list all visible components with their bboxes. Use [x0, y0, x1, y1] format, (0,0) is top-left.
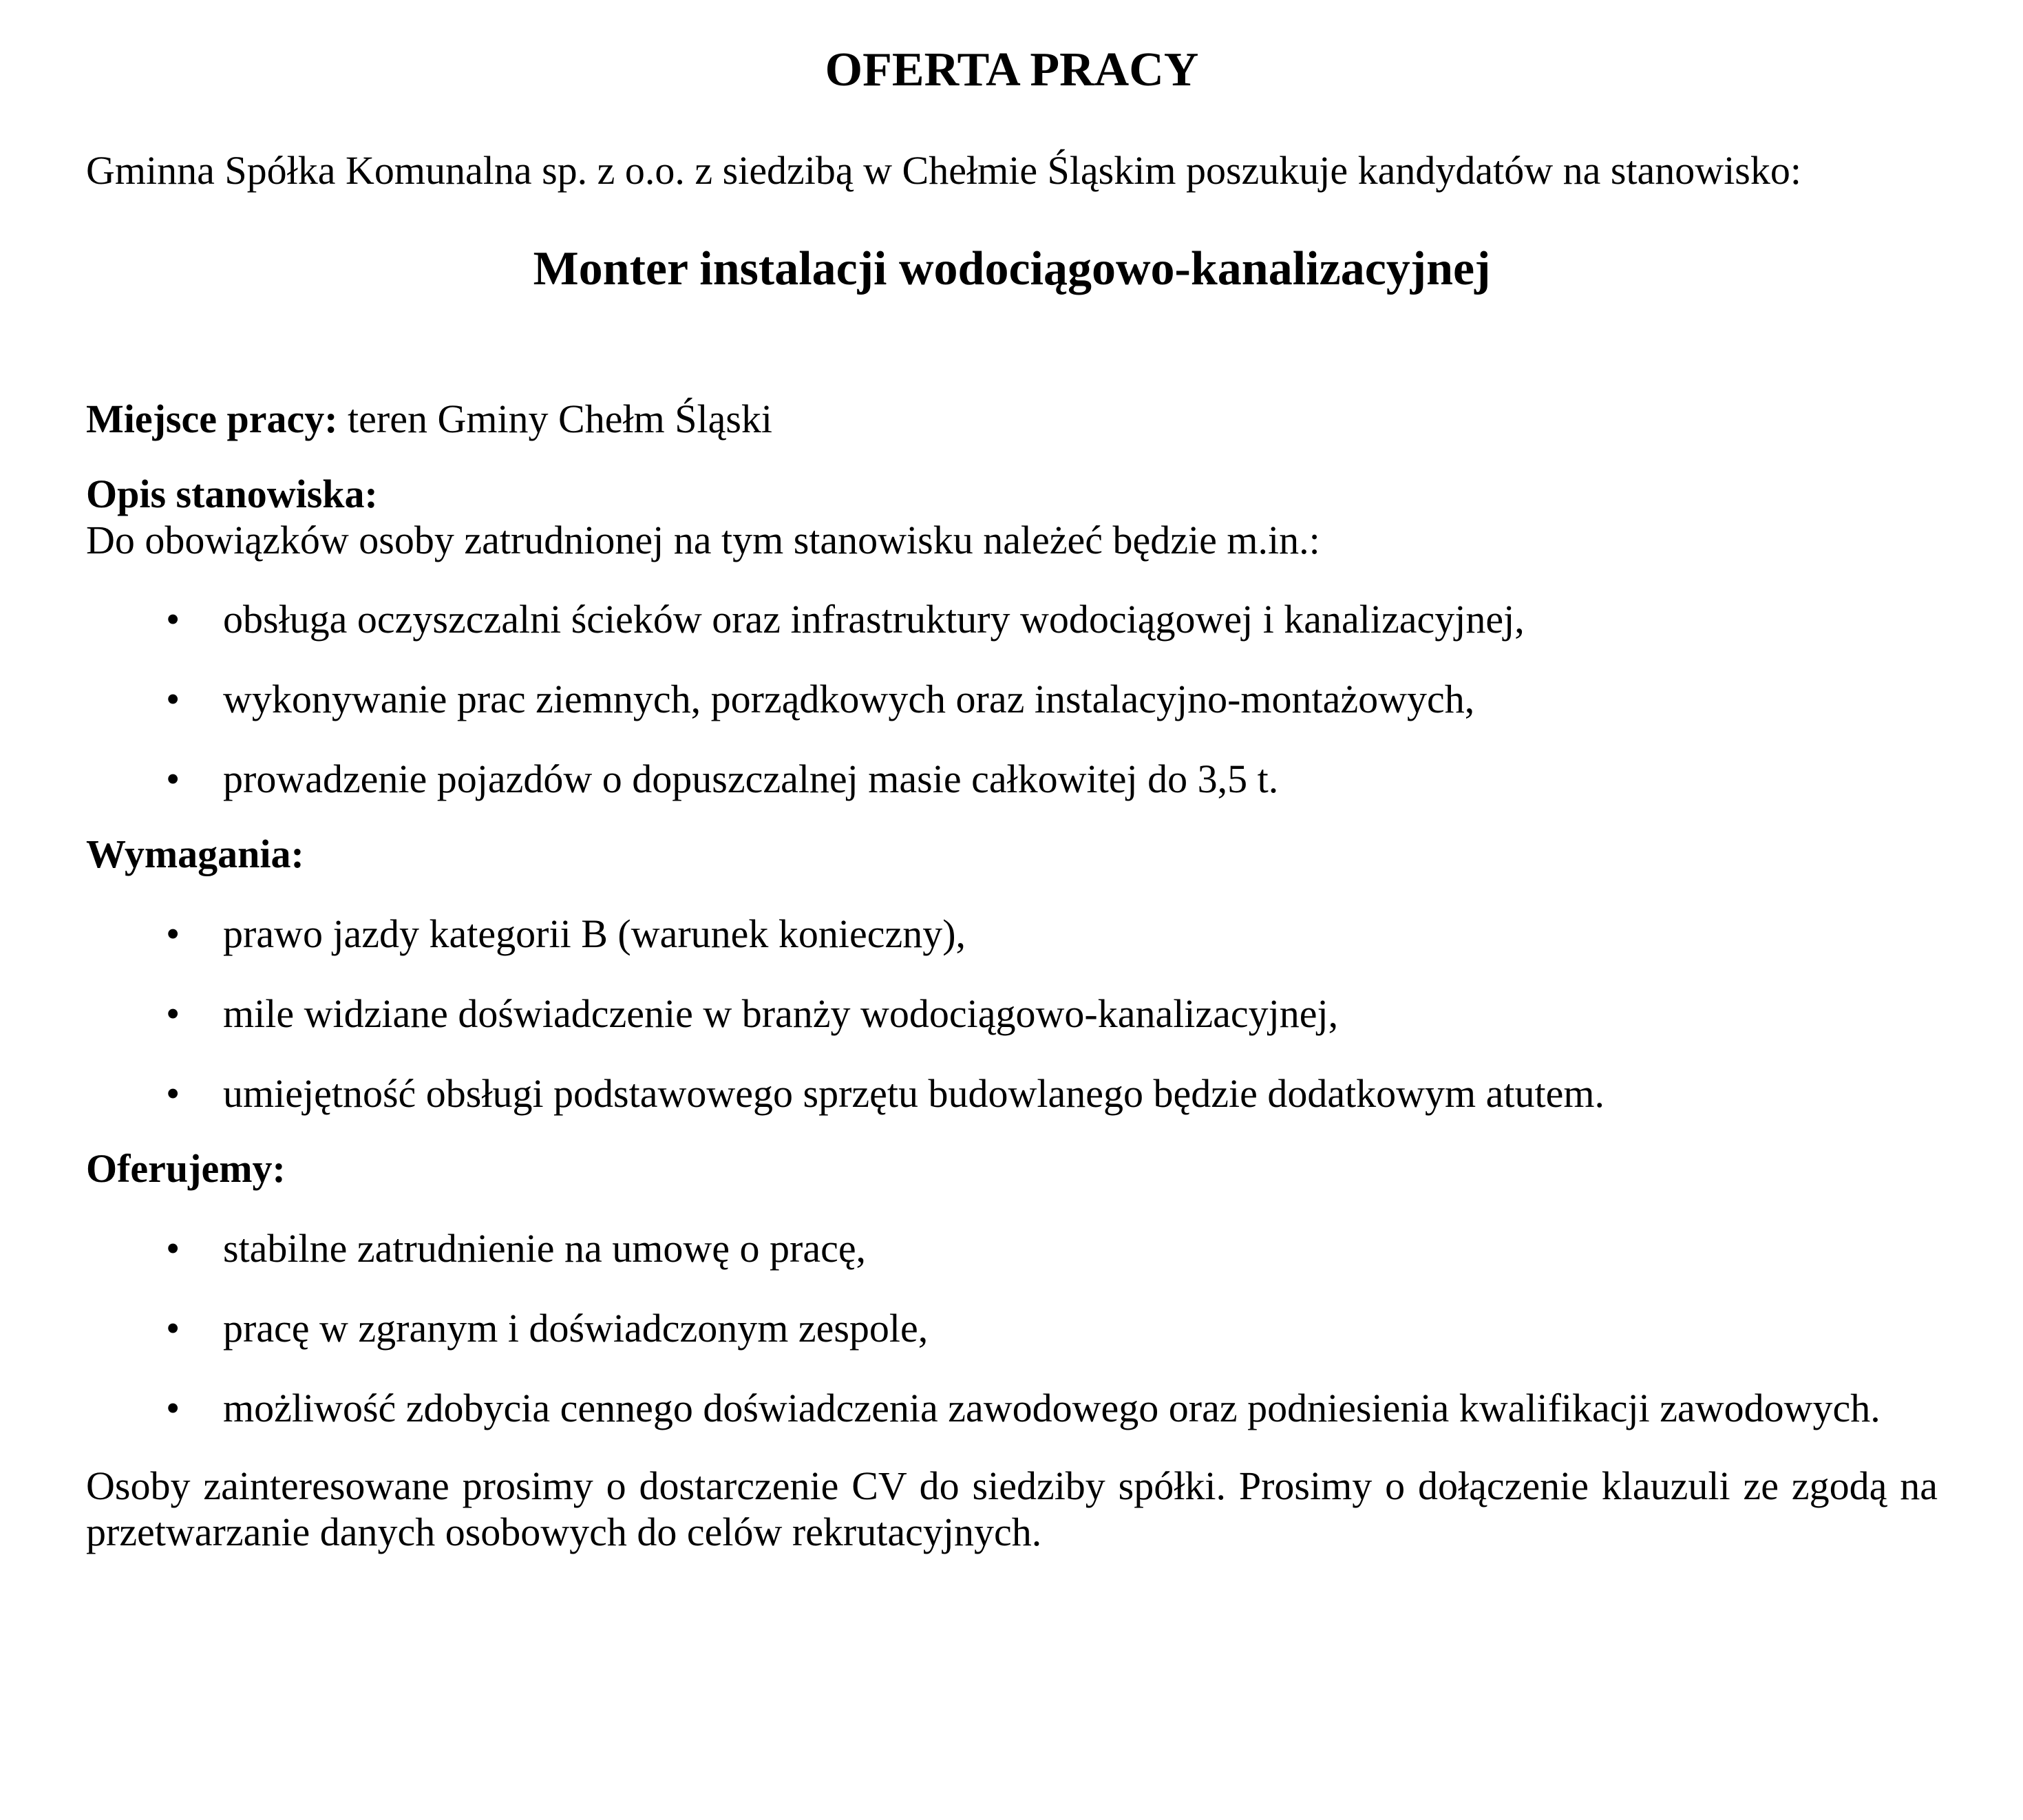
- requirement-item-text: mile widziane doświadczenie w branży wodociągowo-kanalizacyjnej,: [223, 991, 1339, 1036]
- bullet-icon: •: [166, 756, 180, 801]
- bullet-icon: •: [166, 911, 180, 956]
- offer-item-text: możliwość zdobycia cennego doświadczenia zawodowego oraz podniesienia kwalifikacji zawodowych.: [223, 1386, 1881, 1430]
- position-title: Monter instalacji wodociągowo-kanalizacyjnej: [533, 242, 1491, 295]
- list-item: [86, 676, 1938, 722]
- document-page: [86, 0, 1938, 1595]
- requirements-list: [86, 911, 1938, 1117]
- bullet-icon: •: [166, 1386, 180, 1430]
- requirement-item-text: prawo jazdy kategorii B (warunek konieczny),: [223, 911, 966, 956]
- document-title: OFERTA PRACY: [825, 43, 1199, 96]
- bullet-icon: •: [166, 1071, 180, 1116]
- workplace-line: [86, 396, 1938, 442]
- list-item: [86, 1385, 1938, 1431]
- offer-heading: Oferujemy:: [86, 1146, 286, 1191]
- requirements-heading: Wymagania:: [86, 832, 304, 876]
- duties-list: [86, 596, 1938, 802]
- duty-item-text: prowadzenie pojazdów o dopuszczalnej masie całkowitej do 3,5 t.: [223, 756, 1279, 801]
- description-text: Do obowiązków osoby zatrudnionej na tym stanowisku należeć będzie m.in.:: [86, 518, 1320, 562]
- list-item: [86, 596, 1938, 642]
- workplace-value: teren Gminy Chełm Śląski: [337, 396, 773, 441]
- offer-item-text: pracę w zgranym i doświadczonym zespole,: [223, 1306, 929, 1351]
- bullet-icon: •: [166, 597, 180, 642]
- requirement-item-text: umiejętność obsługi podstawowego sprzętu budowlanego będzie dodatkowym atutem.: [223, 1071, 1605, 1116]
- list-item: [86, 911, 1938, 957]
- bullet-icon: •: [166, 991, 180, 1036]
- list-item: [86, 1305, 1938, 1351]
- offer-list: [86, 1225, 1938, 1431]
- bullet-icon: •: [166, 677, 180, 721]
- list-item: [86, 1225, 1938, 1271]
- workplace-label: Miejsce pracy:: [86, 396, 338, 441]
- list-item: [86, 991, 1938, 1037]
- duty-item-text: wykonywanie prac ziemnych, porządkowych oraz instalacyjno-montażowych,: [223, 677, 1475, 721]
- duty-item-text: obsługa oczyszczalni ścieków oraz infrastruktury wodociągowej i kanalizacyjnej,: [223, 597, 1525, 642]
- bullet-icon: •: [166, 1306, 180, 1351]
- list-item: [86, 1070, 1938, 1117]
- description-heading: Opis stanowiska:: [86, 472, 378, 516]
- intro-paragraph: Gminna Spółka Komunalna sp. z o.o. z siedzibą w Chełmie Śląskim poszukuje kandydatów na stanowisko:: [86, 148, 1801, 193]
- closing-paragraph: Osoby zainteresowane prosimy o dostarczenie CV do siedziby spółki. Prosimy o dołączenie klauzuli ze zgodą na przetwarzanie danych osobowych do celów rekrutacyjnych.: [86, 1463, 1938, 1554]
- offer-item-text: stabilne zatrudnienie na umowę o pracę,: [223, 1226, 867, 1271]
- bullet-icon: •: [166, 1226, 180, 1271]
- list-item: [86, 756, 1938, 802]
